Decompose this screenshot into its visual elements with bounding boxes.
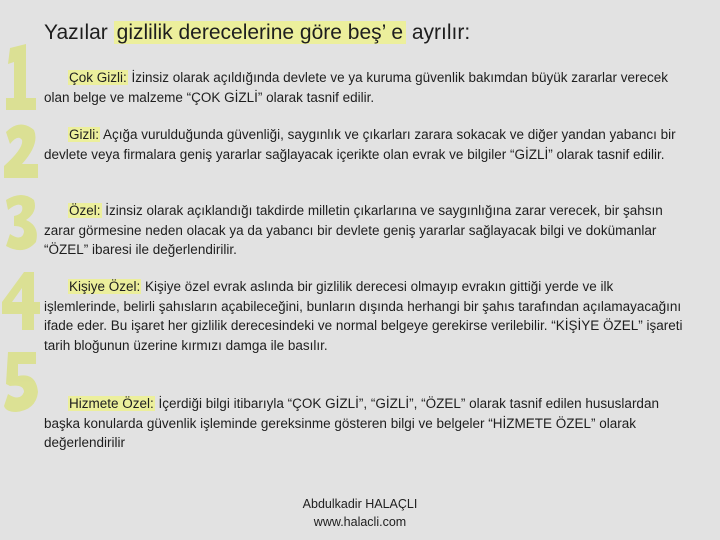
paragraph-ozel [44, 201, 684, 260]
definition-cok-gizli: İzinsiz olarak açıldığında devlete ve ya kuruma güvenlik bakımdan büyük zararlar verecek olan belge ve malzeme “ÇOK GİZLİ” olarak tasnif edilir. [44, 70, 669, 105]
slide-title [44, 18, 704, 48]
slide-footer [240, 495, 480, 531]
definition-ozel: İzinsiz olarak açıklandığı takdirde milletin çıkarlarına ve saygınlığına zarar verecek, bir şahsın zarar görmesine neden olacak ya da yabancı bir devlete geniş yararlar sağlayacak bilgi ve dokümanlar “ÖZEL” ibaresi ile değerlendirilir. [44, 203, 663, 257]
term-ozel: Özel: [69, 203, 101, 218]
title-highlight: gizlilik derecelerine göre beş’ e [114, 21, 406, 44]
term-hizmete-ozel: Hizmete Özel: [69, 396, 154, 411]
footer-author: Abdulkadir HALAÇLI [302, 497, 418, 511]
footer-website: www.halacli.com [313, 515, 407, 529]
decorative-numbers-graphic [0, 40, 44, 480]
paragraph-cok-gizli [44, 68, 684, 107]
term-cok-gizli: Çok Gizli: [69, 70, 127, 85]
definition-kisiye-ozel: Kişiye özel evrak aslında bir gizlilik derecesi olmayıp evrakın gittiği yerde ve ilk işlemlerinde, belirli şahısların açabileceğini, bunların dışında herhangi bir şahıs tarafından açılamayacağını ifade eder. Bu işaret her gizlilik derecesindeki ve normal belgeye gerekirse verilebilir. “KİŞİYE ÖZEL” işareti tarih bloğunun üzerine kırmızı damga ile basılır. [44, 279, 683, 353]
paragraph-kisiye-ozel [44, 277, 684, 355]
term-kisiye-ozel: Kişiye Özel: [69, 279, 141, 294]
definition-gizli: Açığa vurulduğunda güvenliği, saygınlık ve çıkarları zarara sokacak ve diğer yandan yabancı bir devlete veya firmalara geniş yararlar sağlayacak içerikte olan evrak ve bilgiler “GİZLİ” olarak tasnif edilir. [44, 127, 676, 162]
paragraph-hizmete-ozel [44, 394, 684, 453]
paragraph-gizli [44, 125, 684, 164]
definition-hizmete-ozel: İçerdiği bilgi itibarıyla “ÇOK GİZLİ”, “GİZLİ”, “ÖZEL” olarak tasnif edilen hususlardan başka konularda güvenlik işleminde gereksinme gösteren bilgi ve belgeler “HİZMETE ÖZEL” olarak değerlendirilir [44, 396, 659, 450]
term-gizli: Gizli: [69, 127, 99, 142]
title-suffix: ayrılır: [411, 21, 471, 44]
title-prefix: Yazılar [44, 21, 108, 44]
